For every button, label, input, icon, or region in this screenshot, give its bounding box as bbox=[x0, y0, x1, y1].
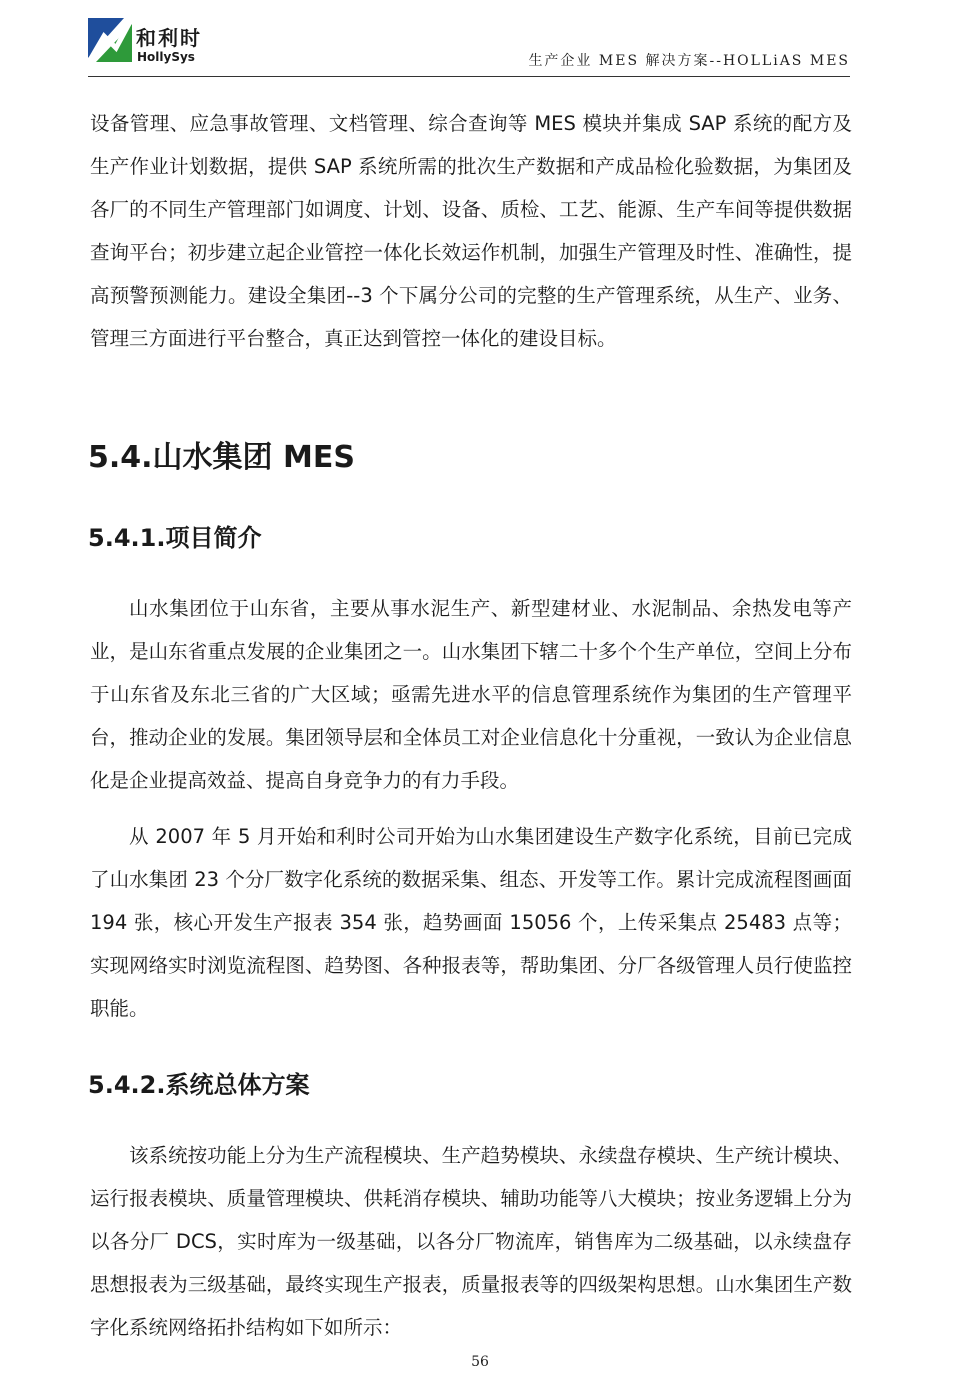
document-title: 生产企业 MES 解决方案--HOLLiAS MES bbox=[528, 53, 850, 69]
hollysys-logo bbox=[88, 18, 238, 70]
hollysys-emblem-icon bbox=[88, 18, 132, 62]
project-intro-paragraph-2: 从 2007 年 5 月开始和利时公司开始为山水集团建设生产数字化系统，目前已完成了山水集团 23 个分厂数字化系统的数据采集、组态、开发等工作。累计完成流程图画面 194 张，核心开发生产报表 354 张，趋势画面 15056 个，上传采集点 25483 点等；实现网络实时浏览流程图、趋势图、各种报表等，帮助集团、分厂各级管理人员行使监控职能。 bbox=[90, 825, 852, 1020]
logo-chinese-name: 和利时 bbox=[136, 26, 202, 50]
intro-paragraph: 设备管理、应急事故管理、文档管理、综合查询等 MES 模块并集成 SAP 系统的配方及生产作业计划数据，提供 SAP 系统所需的批次生产数据和产成品检化验数据，为集团及各厂的不同生产管理部门如调度、计划、设备、质检、工艺、能源、生产车间等提供数据查询平台；初步建立起企业管控一体化长效运作机制，加强生产管理及时性、准确性，提高预警预测能力。建设全集团--3 个下属分公司的完整的生产管理系统，从生产、业务、管理三方面进行平台整合，真正达到管控一体化的建设目标。 bbox=[90, 112, 852, 350]
system-plan-paragraph: 该系统按功能上分为生产流程模块、生产趋势模块、永续盘存模块、生产统计模块、运行报表模块、质量管理模块、供耗消存模块、辅助功能等八大模块；按业务逻辑上分为以各分厂 DCS，实时库为一级基础，以各分厂物流库，销售库为二级基础，以永续盘存思想报表为三级基础，最终实现生产报表，质量报表等的四级架构思想。山水集团生产数字化系统网络拓扑结构如下如所示： bbox=[90, 1144, 852, 1339]
header-divider bbox=[88, 76, 850, 77]
subsection-heading-5-4-2: 5.4.2.系统总体方案 bbox=[88, 1071, 310, 1099]
section-heading-5-4: 5.4.山水集团 MES bbox=[88, 440, 355, 475]
page-number: 56 bbox=[471, 1354, 489, 1370]
project-intro-paragraph-1: 山水集团位于山东省，主要从事水泥生产、新型建材业、水泥制品、余热发电等产业，是山东省重点发展的企业集团之一。山水集团下辖二十多个个生产单位，空间上分布于山东省及东北三省的广大区域；亟需先进水平的信息管理系统作为集团的生产管理平台，推动企业的发展。集团领导层和全体员工对企业信息化十分重视，一致认为企业信息化是企业提高效益、提高自身竞争力的有力手段。 bbox=[90, 597, 852, 792]
subsection-heading-5-4-1: 5.4.1.项目简介 bbox=[88, 524, 262, 552]
logo-english-name: HollySys bbox=[137, 50, 195, 64]
page-header bbox=[88, 14, 850, 78]
